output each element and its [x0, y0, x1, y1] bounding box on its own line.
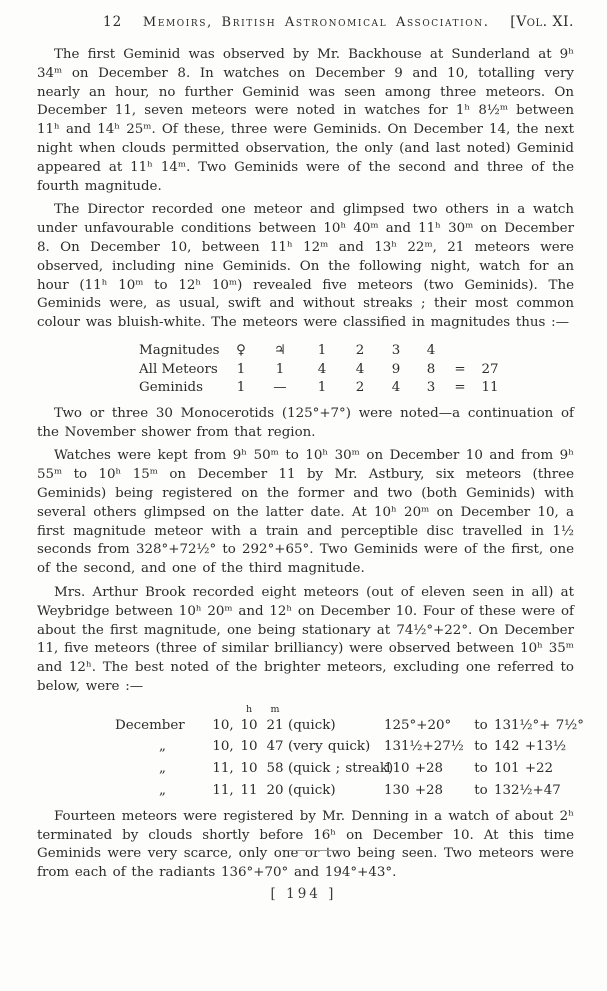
paragraph-monocerotids: Two or three 30 Monocerotids (125°+7°) were noted—a continuation of the November shower from that region.	[37, 405, 574, 440]
count-value: 1	[317, 380, 327, 396]
meteor-day: 10,	[212, 739, 234, 755]
to-word: to	[474, 739, 488, 755]
meteor-minute: 21	[266, 717, 284, 733]
row-total: 11	[481, 380, 499, 396]
count-value: —	[273, 380, 287, 396]
meteor-path-from: 131½+27½	[384, 739, 464, 755]
count-value: 9	[391, 361, 401, 377]
magnitude-value: 3	[391, 342, 401, 358]
minutes-column-header: m	[270, 703, 280, 715]
paragraph-astbury: Watches were kept from 9ʰ 50ᵐ to 10ʰ 30ᵐ on December 10 and from 9ʰ 55ᵐ to 10ʰ 15ᵐ on December 11 by Mr. Astbury, six meteors (three Geminids) being registered on the former and two (both Geminids) with several others glimpsed on the latter date. At 10ʰ 20ᵐ on December 10, a first magnitude meteor with a train and perceptible disc travelled in 1½ seconds from 328°+72½° to 292°+65°. Two Geminids were of the first, one of the second, and one of the third magnitude.	[37, 448, 574, 577]
page-title: Memoirs, British Astronomical Association.	[142, 15, 490, 30]
folio-page-number: [ 194 ]	[270, 886, 337, 902]
count-value: 1	[236, 380, 246, 396]
magnitude-row-label: Magnitudes	[139, 342, 220, 358]
count-value: 8	[426, 361, 436, 377]
meteor-table	[115, 703, 584, 802]
count-value: 2	[355, 380, 365, 396]
meteor-minute: 47	[266, 739, 284, 755]
venus-symbol: ♀	[236, 342, 246, 358]
page-number: 12	[103, 14, 123, 30]
row-total: 27	[481, 361, 499, 377]
magnitude-row-label: All Meteors	[139, 361, 218, 377]
ditto-mark: „	[159, 783, 166, 799]
section-divider-rule	[287, 850, 345, 851]
ditto-mark: „	[159, 739, 166, 755]
meteor-path-to: 132½+47	[494, 783, 561, 799]
count-value: 1	[275, 361, 285, 377]
meteor-path-to: 142 +13½	[494, 739, 567, 755]
meteor-path-from: 110 +28	[384, 761, 444, 777]
equals-sign	[448, 342, 472, 361]
meteor-note: (quick)	[288, 783, 336, 799]
meteor-day: 11,	[212, 783, 234, 799]
meteor-day: 11,	[212, 761, 234, 777]
paragraph-director: The Director recorded one meteor and glimpsed two others in a watch under unfavourable conditions between 10ʰ 40ᵐ and 11ʰ 30ᵐ on December 8. On December 10, between 11ʰ 12ᵐ and 13ʰ 22ᵐ, 21 meteors were observed, including nine Geminids. On the following night, watch for an hour (11ʰ 10ᵐ to 12ʰ 10ᵐ) revealed five meteors (two Geminids). The Geminids were, as usual, swift and without streaks ; their most common colour was bluish-white. The meteors were classified in magnitudes thus :—	[37, 202, 574, 331]
count-value: 4	[355, 361, 365, 377]
meteor-note: (quick ; streak)	[288, 761, 394, 777]
magnitude-row-label: Geminids	[139, 380, 203, 396]
row-total	[472, 342, 508, 361]
count-value: 4	[317, 361, 327, 377]
meteor-hour: 10	[240, 717, 258, 733]
meteor-date: December	[115, 717, 185, 733]
count-value: 4	[391, 380, 401, 396]
count-value: 3	[426, 380, 436, 396]
magnitude-table	[139, 342, 574, 398]
to-word: to	[474, 717, 488, 733]
meteor-hour: 10	[240, 739, 258, 755]
equals-sign: =	[454, 380, 466, 396]
meteor-day: 10,	[212, 717, 234, 733]
meteor-path-from: 130 +28	[384, 783, 444, 799]
meteor-path-to: 131½°+ 7½°	[494, 717, 584, 733]
ditto-mark: „	[159, 761, 166, 777]
to-word: to	[474, 761, 488, 777]
meteor-path-to: 101 +22	[494, 761, 554, 777]
running-head	[37, 14, 574, 30]
hours-column-header: h	[245, 703, 253, 715]
meteor-minute: 58	[266, 761, 284, 777]
paragraph-brook: Mrs. Arthur Brook recorded eight meteors (out of eleven seen in all) at Weybridge between 10ʰ 20ᵐ and 12ʰ on December 10. Four of these were of about the first magnitude, one being stationary at 74½°+22°. On December 11, five meteors (three of similar brilliancy) were observed between 10ʰ 35ᵐ and 12ʰ. The best noted of the brighter meteors, excluding one referred to below, were :—	[37, 584, 575, 694]
meteor-hour: 10	[240, 761, 258, 777]
meteor-hour: 11	[240, 783, 258, 799]
magnitude-value: 2	[355, 342, 365, 358]
paragraph-denning: Fourteen meteors were registered by Mr. Denning in a watch of about 2ʰ terminated by clouds shortly before 16ʰ on December 10. At this time Geminids were very scarce, only one or two being seen. Two meteors were from each of the radiants 136°+70° and 194°+43°.	[37, 808, 574, 881]
paragraph-first-geminid: The first Geminid was observed by Mr. Backhouse at Sunderland at 9ʰ 34ᵐ on December 8. In watches on December 9 and 10, totalling very nearly an hour, no further Geminid was seen among three meteors. On December 11, seven meteors were noted in watches for 1ʰ 8½ᵐ between 11ʰ and 14ʰ 25ᵐ. Of these, three were Geminids. On December 14, the next night when clouds permitted observation, the only (and last noted) Geminid appeared at 11ʰ 14ᵐ. Two Geminids were of the second and three of the fourth magnitude.	[37, 47, 574, 194]
meteor-note: (very quick)	[288, 739, 371, 755]
count-value: 1	[236, 361, 246, 377]
meteor-minute: 20	[266, 783, 284, 799]
to-word: to	[474, 783, 488, 799]
magnitude-value: 1	[317, 342, 327, 358]
jupiter-symbol: ♃	[273, 342, 286, 358]
equals-sign: =	[454, 361, 466, 377]
volume-label: [Vol. XI.	[510, 14, 574, 30]
magnitude-value: 4	[426, 342, 436, 358]
meteor-note: (quick)	[288, 717, 336, 733]
meteor-path-from: 125°+20°	[384, 717, 452, 733]
